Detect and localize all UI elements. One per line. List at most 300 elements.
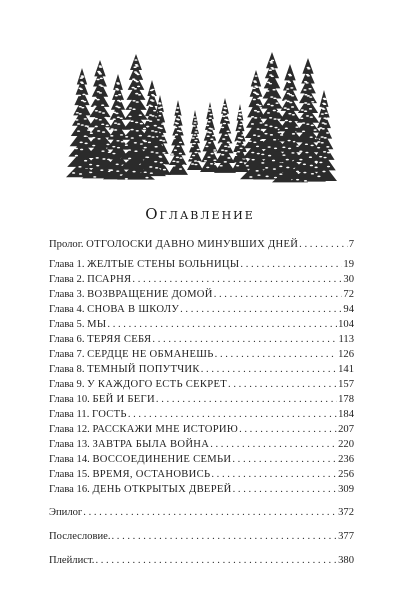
snow-speck xyxy=(177,119,180,121)
snow-speck xyxy=(254,117,257,119)
snow-speck xyxy=(100,78,103,80)
snow-speck xyxy=(304,94,307,96)
snow-speck xyxy=(265,124,268,126)
entry-label: Глава 5. xyxy=(49,319,85,330)
snow-speck xyxy=(146,156,149,158)
snow-speck xyxy=(176,123,179,125)
snow-speck xyxy=(238,141,241,143)
snow-speck xyxy=(172,165,175,167)
snow-speck xyxy=(121,141,124,143)
snow-speck xyxy=(226,131,229,133)
toc-entry-afterword[interactable] xyxy=(49,530,354,544)
snow-speck xyxy=(189,158,192,160)
snow-speck xyxy=(287,101,290,103)
snow-speck xyxy=(175,134,178,136)
snow-speck xyxy=(162,135,165,137)
snow-speck xyxy=(311,101,314,103)
entry-title: ТЕМНЫЙ ПОПУТЧИК xyxy=(87,364,200,375)
snow-speck xyxy=(195,128,198,130)
toc-entry-chapter[interactable] xyxy=(49,348,354,362)
snow-speck xyxy=(81,82,84,84)
snow-speck xyxy=(77,130,80,132)
snow-speck xyxy=(273,139,276,141)
snow-speck xyxy=(146,120,149,122)
snow-speck xyxy=(96,157,99,159)
snow-speck xyxy=(144,141,147,143)
snow-speck xyxy=(271,105,274,107)
snow-speck xyxy=(120,117,123,119)
snow-speck xyxy=(271,76,274,78)
snow-speck xyxy=(223,104,226,106)
snow-speck xyxy=(95,126,98,128)
snow-speck xyxy=(150,105,153,107)
snow-speck xyxy=(289,102,292,104)
entry-title: ГОСТЬ xyxy=(92,409,127,420)
snow-speck xyxy=(154,125,157,127)
snow-speck xyxy=(131,137,134,139)
snow-speck xyxy=(116,170,119,172)
snow-speck xyxy=(179,142,182,144)
entry-page: 157 xyxy=(338,379,354,390)
snow-speck xyxy=(77,123,80,125)
snow-speck xyxy=(224,108,227,110)
toc-entry-chapter[interactable] xyxy=(49,333,354,347)
snow-speck xyxy=(306,123,309,125)
snow-speck xyxy=(284,99,287,101)
snow-speck xyxy=(304,180,307,182)
snow-speck xyxy=(239,124,242,126)
snow-speck xyxy=(275,102,278,104)
snow-speck xyxy=(194,140,197,142)
snow-speck xyxy=(100,85,103,87)
entry-page: 372 xyxy=(338,507,354,518)
snow-speck xyxy=(273,118,276,120)
snow-speck xyxy=(100,169,103,171)
snow-speck xyxy=(225,150,228,152)
toc-entry-chapter[interactable] xyxy=(49,363,354,377)
snow-speck xyxy=(240,120,243,122)
snow-speck xyxy=(278,132,281,134)
snow-speck xyxy=(236,145,239,147)
snow-speck xyxy=(210,128,213,130)
snow-speck xyxy=(323,103,326,105)
snow-speck xyxy=(101,150,104,152)
snow-speck xyxy=(159,111,162,113)
toc-entry-chapter[interactable] xyxy=(49,318,354,332)
snow-speck xyxy=(192,155,195,157)
snow-speck xyxy=(176,111,179,113)
snow-speck xyxy=(146,126,149,128)
toc-entry-chapter[interactable] xyxy=(49,438,354,452)
snow-speck xyxy=(92,137,95,139)
snow-speck xyxy=(80,89,83,91)
snow-speck xyxy=(253,134,256,136)
snow-speck xyxy=(75,148,78,150)
snow-speck xyxy=(134,150,137,152)
snow-speck xyxy=(306,82,309,84)
toc-entry-chapter[interactable] xyxy=(49,393,354,407)
snow-speck xyxy=(209,107,212,109)
entry-title: ТЕРЯЯ СЕБЯ xyxy=(87,334,152,345)
entry-label: Послесловие. xyxy=(49,531,111,542)
entry-label: Глава 10. xyxy=(49,394,90,405)
snow-speck xyxy=(128,116,131,118)
snow-speck xyxy=(154,131,157,133)
snow-speck xyxy=(197,149,200,151)
snow-speck xyxy=(150,172,153,174)
snow-speck xyxy=(132,108,135,110)
entry-label: Глава 4. xyxy=(49,304,85,315)
snow-speck xyxy=(94,98,97,100)
snow-speck xyxy=(106,125,109,127)
toc-entry-chapter[interactable] xyxy=(49,408,354,422)
snow-speck xyxy=(90,132,93,134)
toc-entry-playlist[interactable] xyxy=(49,554,354,568)
snow-speck xyxy=(151,100,154,102)
entry-title: ДЕНЬ ОТКРЫТЫХ ДВЕРЕЙ xyxy=(92,484,232,495)
snow-speck xyxy=(282,154,285,156)
snow-speck xyxy=(79,113,82,115)
snow-speck xyxy=(95,118,98,120)
snow-speck xyxy=(214,164,217,166)
snow-speck xyxy=(206,167,209,169)
snow-speck xyxy=(179,153,182,155)
snow-speck xyxy=(291,152,294,154)
snow-speck xyxy=(134,59,137,61)
snow-speck xyxy=(213,159,216,161)
snow-speck xyxy=(99,66,102,68)
snow-speck xyxy=(115,95,118,97)
snow-speck xyxy=(130,120,133,122)
snow-speck xyxy=(323,98,326,100)
toc-entry-chapter[interactable] xyxy=(49,453,354,467)
snow-speck xyxy=(107,159,110,161)
snow-speck xyxy=(225,115,228,117)
toc-entry-chapter[interactable] xyxy=(49,378,354,392)
snow-speck xyxy=(310,116,313,118)
snow-speck xyxy=(93,176,96,178)
snow-speck xyxy=(322,171,325,173)
entry-page: 104 xyxy=(338,319,354,330)
snow-speck xyxy=(85,143,88,145)
snow-speck xyxy=(219,142,222,144)
snow-speck xyxy=(148,135,151,137)
snow-speck xyxy=(193,116,196,118)
snow-speck xyxy=(268,155,271,157)
snow-speck xyxy=(197,161,200,163)
snow-speck xyxy=(266,90,269,92)
entry-title: МЫ xyxy=(87,319,107,330)
snow-speck xyxy=(299,159,302,161)
snow-speck xyxy=(149,120,152,122)
entry-title: У КАЖДОГО ЕСТЬ СЕКРЕТ xyxy=(87,379,228,390)
snow-speck xyxy=(210,163,213,165)
snow-speck xyxy=(269,83,272,85)
entry-label: Глава 15. xyxy=(49,469,90,480)
snow-speck xyxy=(259,122,262,124)
toc-entry-prologue[interactable] xyxy=(49,238,354,252)
snow-speck xyxy=(234,154,237,156)
entry-title: РАССКАЖИ МНЕ ИСТОРИЮ xyxy=(92,424,239,435)
snow-speck xyxy=(277,111,280,113)
snow-speck xyxy=(99,92,102,94)
snow-speck xyxy=(253,87,256,89)
snow-speck xyxy=(241,134,244,136)
snow-speck xyxy=(162,140,165,142)
snow-speck xyxy=(194,119,197,121)
snow-speck xyxy=(194,131,197,133)
toc-entry-epilogue[interactable] xyxy=(49,506,354,520)
snow-speck xyxy=(161,123,164,125)
snow-speck xyxy=(125,144,128,146)
snow-speck xyxy=(193,125,196,127)
snow-speck xyxy=(285,120,288,122)
snow-speck xyxy=(221,127,224,129)
snow-speck xyxy=(217,153,220,155)
entry-title: ВОССОЕДИНЕНИЕ СЕМЬИ xyxy=(92,454,232,465)
snow-speck xyxy=(176,161,179,163)
snow-speck xyxy=(311,145,314,147)
snow-speck xyxy=(125,136,128,138)
snow-speck xyxy=(327,152,330,154)
snow-speck xyxy=(117,123,120,125)
snow-speck xyxy=(209,117,212,119)
snow-speck xyxy=(205,146,208,148)
snow-speck xyxy=(273,97,276,99)
snow-speck xyxy=(267,112,270,114)
entry-label: Глава 12. xyxy=(49,424,90,435)
snow-speck xyxy=(150,90,153,92)
snow-speck xyxy=(194,160,197,162)
snow-speck xyxy=(222,138,225,140)
entry-title: СЕРДЦЕ НЕ ОБМАНЕШЬ xyxy=(87,349,214,360)
snow-speck xyxy=(295,126,298,128)
snow-speck xyxy=(223,123,226,125)
snow-speck xyxy=(115,113,118,115)
snow-speck xyxy=(251,123,254,125)
snow-speck xyxy=(137,86,140,88)
entry-title: БЕЙ И БЕГИ xyxy=(92,394,155,405)
snow-speck xyxy=(151,151,154,153)
snow-speck xyxy=(78,95,81,97)
snow-speck xyxy=(223,112,226,114)
snow-speck xyxy=(133,66,136,68)
snow-speck xyxy=(309,156,312,158)
snow-speck xyxy=(117,116,120,118)
snow-speck xyxy=(209,114,212,116)
snow-speck xyxy=(139,135,142,137)
snow-speck xyxy=(272,89,275,91)
snow-speck xyxy=(136,130,139,132)
snow-speck xyxy=(104,117,107,119)
toc-entry-chapter[interactable] xyxy=(49,288,354,302)
toc-title: Оглавление xyxy=(145,205,255,223)
snow-speck xyxy=(89,172,92,174)
snow-speck xyxy=(135,122,138,124)
snow-speck xyxy=(193,122,196,124)
snow-speck xyxy=(292,114,295,116)
snow-speck xyxy=(129,107,132,109)
snow-speck xyxy=(303,89,306,91)
entry-label: Глава 3. xyxy=(49,289,85,300)
entry-page: 94 xyxy=(343,304,354,315)
snow-speck xyxy=(321,142,324,144)
snow-speck xyxy=(174,149,177,151)
snow-speck xyxy=(246,165,249,167)
toc-entry-chapter[interactable] xyxy=(49,303,354,317)
snow-speck xyxy=(287,108,290,110)
snow-speck xyxy=(289,121,292,123)
snow-speck xyxy=(249,140,252,142)
snow-speck xyxy=(118,94,121,96)
entry-label: Пролог. xyxy=(49,239,84,250)
snow-speck xyxy=(112,153,115,155)
snow-speck xyxy=(113,118,116,120)
snow-speck xyxy=(160,162,163,164)
snow-speck xyxy=(309,96,312,98)
snow-speck xyxy=(93,106,96,108)
snow-speck xyxy=(97,99,100,101)
snow-speck xyxy=(268,146,271,148)
snow-speck xyxy=(255,86,258,88)
snow-speck xyxy=(310,136,313,138)
snow-speck xyxy=(144,171,147,173)
entry-title: ВОЗВРАЩЕНИЕ ДОМОЙ xyxy=(87,289,213,300)
snow-speck xyxy=(315,167,318,169)
snow-speck xyxy=(160,128,163,130)
toc-entry-chapter[interactable] xyxy=(49,483,354,497)
snow-speck xyxy=(317,147,320,149)
snow-speck xyxy=(151,115,154,117)
toc-entry-chapter[interactable] xyxy=(49,258,354,272)
snow-speck xyxy=(317,141,320,143)
snow-speck xyxy=(192,137,195,139)
snow-speck xyxy=(79,173,82,175)
snow-speck xyxy=(173,138,176,140)
snow-speck xyxy=(158,156,161,158)
snow-speck xyxy=(158,103,161,105)
snow-speck xyxy=(178,115,181,117)
snow-speck xyxy=(238,110,241,112)
snow-speck xyxy=(284,107,287,109)
snow-speck xyxy=(179,131,182,133)
toc-entry-chapter[interactable] xyxy=(49,273,354,287)
snow-speck xyxy=(266,176,269,178)
snow-speck xyxy=(132,171,135,173)
snow-speck xyxy=(269,69,272,71)
entry-title: ВРЕМЯ, ОСТАНОВИСЬ xyxy=(92,469,211,480)
snow-speck xyxy=(151,130,154,132)
snow-speck xyxy=(291,95,294,97)
snow-speck xyxy=(84,118,87,120)
snow-speck xyxy=(99,119,102,121)
entry-page: 236 xyxy=(338,454,354,465)
snow-speck xyxy=(326,146,329,148)
snow-speck xyxy=(292,133,295,135)
snow-speck xyxy=(212,135,215,137)
snow-speck xyxy=(327,166,330,168)
snow-speck xyxy=(323,151,326,153)
snow-speck xyxy=(134,142,137,144)
snow-speck xyxy=(72,172,75,174)
snow-speck xyxy=(222,116,225,118)
snow-speck xyxy=(273,110,276,112)
snow-speck xyxy=(153,110,156,112)
snow-speck xyxy=(80,142,83,144)
entry-label: Глава 6. xyxy=(49,334,85,345)
entry-title: СНОВА В ШКОЛУ xyxy=(87,304,180,315)
entry-title: ЗАВТРА БЫЛА ВОЙНА xyxy=(92,439,210,450)
snow-speck xyxy=(178,126,181,128)
snow-speck xyxy=(307,95,310,97)
snow-speck xyxy=(286,167,289,169)
entry-page: 113 xyxy=(338,334,354,345)
entry-page: 207 xyxy=(338,424,354,435)
snow-speck xyxy=(114,122,117,124)
snow-speck xyxy=(288,148,291,150)
snow-speck xyxy=(225,134,228,136)
snow-speck xyxy=(305,152,308,154)
snow-speck xyxy=(319,156,322,158)
snow-speck xyxy=(81,124,84,126)
entry-page: 377 xyxy=(338,531,354,542)
snow-speck xyxy=(159,139,162,141)
snow-speck xyxy=(282,146,285,148)
snow-speck xyxy=(154,161,157,163)
toc-entry-chapter[interactable] xyxy=(49,423,354,437)
snow-speck xyxy=(75,119,78,121)
snow-speck xyxy=(209,132,212,134)
snow-speck xyxy=(306,115,309,117)
snow-speck xyxy=(291,106,294,108)
snow-speck xyxy=(116,163,119,165)
snow-speck xyxy=(75,155,78,157)
snow-speck xyxy=(307,103,310,105)
snow-speck xyxy=(299,151,302,153)
snow-speck xyxy=(254,81,257,83)
snow-speck xyxy=(136,81,139,83)
snow-speck xyxy=(289,75,292,77)
snow-speck xyxy=(78,166,81,168)
snow-speck xyxy=(323,157,326,159)
snow-speck xyxy=(101,104,104,106)
snow-speck xyxy=(155,146,158,148)
snow-speck xyxy=(285,127,288,129)
snow-speck xyxy=(171,153,174,155)
entry-page: 380 xyxy=(338,555,354,566)
snow-speck xyxy=(191,146,194,148)
snow-speck xyxy=(239,114,242,116)
entry-title: ПСАРНЯ xyxy=(87,274,132,285)
snow-speck xyxy=(143,128,146,130)
snow-speck xyxy=(239,117,242,119)
toc-entry-chapter[interactable] xyxy=(49,468,354,482)
entry-label: Глава 14. xyxy=(49,454,90,465)
snow-speck xyxy=(101,123,104,125)
snow-speck xyxy=(324,123,327,125)
snow-speck xyxy=(269,117,272,119)
entry-title: ОТГОЛОСКИ ДАВНО МИНУВШИХ ДНЕЙ xyxy=(86,239,299,250)
entry-label: Глава 9. xyxy=(49,379,85,390)
snow-speck xyxy=(288,113,291,115)
snow-speck xyxy=(315,161,318,163)
snow-speck xyxy=(274,147,277,149)
snow-speck xyxy=(272,160,275,162)
snow-speck xyxy=(326,132,329,134)
snowy-forest-icon xyxy=(60,40,340,190)
snow-speck xyxy=(296,179,299,181)
snow-speck xyxy=(227,142,230,144)
